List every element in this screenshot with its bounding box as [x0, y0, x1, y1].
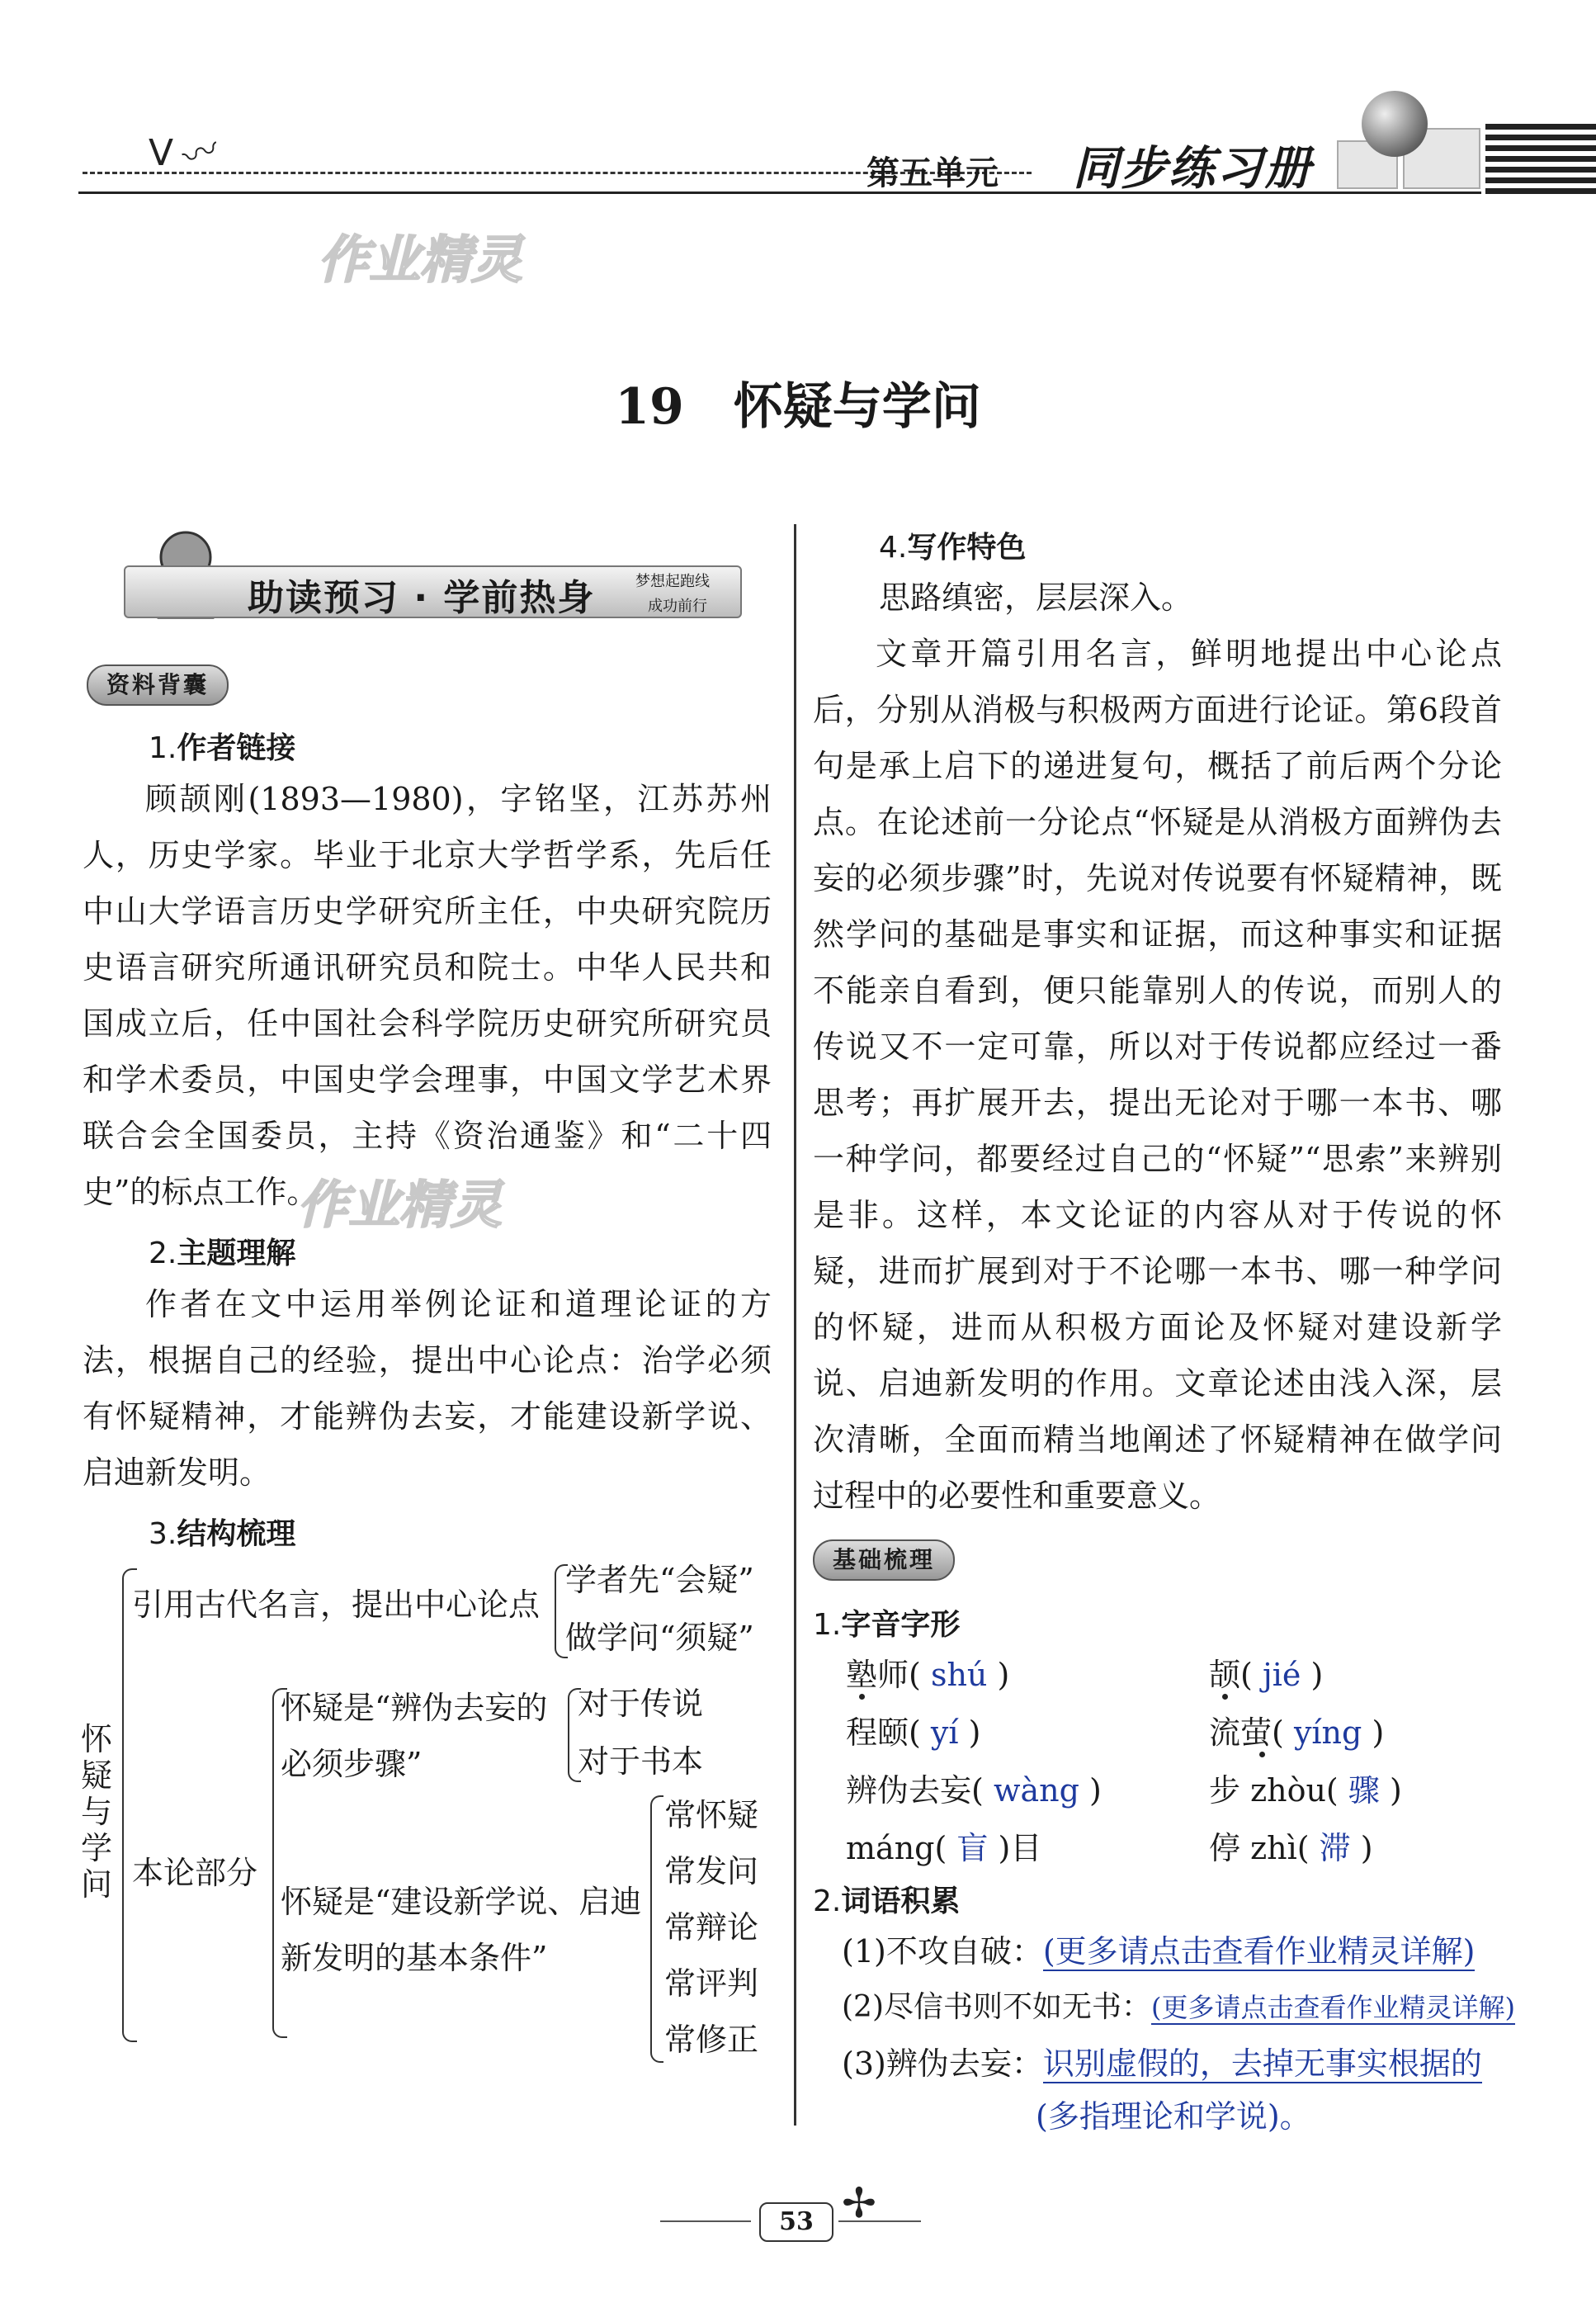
item-text: )目 [998, 1830, 1042, 1866]
dotted-char: 颉 [1209, 1657, 1241, 1693]
item-text: máng( [846, 1830, 947, 1866]
tree-point-2-item: 常发问 [664, 1853, 759, 1889]
pinyin-item [846, 1647, 1009, 1703]
windmill-icon: ✢ [842, 2179, 876, 2227]
dotted-char: 塾 [846, 1657, 878, 1693]
writing-paragraph: 文章开篇引用名言，鲜明地提出中心论点后，分别从消极与积极两方面进行论证。第6段首句是承上启下的递进复句，概括了前后两个分论点。在论述前一分论点“怀疑是从消极方面辨伪去妄的必须步骤”时，先说对传说要有怀疑精神，既然学问的基础是事实和证据，而这种事实和证据不能亲自看到，便只能靠别人的传说，而别人的传说又不一定可靠，所以对于传说都应经过一番思考；再扩展开去，提出无论对于哪一本书、哪一种学问，都要经过自己的“怀疑”“思索”来辨别是非。这样，本文论证的内容从对于传说的怀疑，进而扩展到对于不论哪一本书、哪一种学问的怀疑，进而从积极方面论及怀疑对建设新学说、启迪新发明的作用。文章论述由浅入深，层次清晰，全面而精当地阐述了怀疑精神在做学问过程中的必要性和重要意义。 [813, 636, 1502, 1514]
book-title: 同步练习册 [1073, 142, 1312, 196]
tree-bracket [122, 1568, 137, 2042]
pinyin-item [846, 1820, 1041, 1876]
item-text: 流 [1209, 1714, 1241, 1751]
page-title: 19 怀疑与学问 [615, 378, 981, 436]
watermark: 作业精灵 [297, 1175, 503, 1235]
footer-line [660, 2220, 751, 2222]
section-tag: 基础梳理 [813, 1539, 955, 1581]
page-number: 53 [759, 2202, 833, 2242]
vocab-answer-link[interactable]: (更多请点击查看作业精灵详解) [1042, 1933, 1476, 1970]
bird-icon: 〰 [177, 127, 225, 180]
subsection-heading [149, 1230, 295, 1272]
item-text: ) [997, 1657, 1010, 1693]
item-text: ) [1389, 1772, 1402, 1809]
question-title: 词语积累 [841, 1884, 961, 1918]
tree-intro-b: 做学问“须疑” [565, 1620, 754, 1656]
vocab-answer-cont: (多指理论和学说)。 [1036, 2098, 1311, 2135]
item-text: 萤( [1240, 1714, 1284, 1751]
banner-slogan: 成功前行 [648, 598, 707, 615]
question-title: 字音字形 [841, 1608, 961, 1642]
item-text: ) [1360, 1830, 1373, 1866]
answer: 盲 [956, 1830, 989, 1866]
tree-bracket [650, 1795, 663, 2063]
banner-title: 助读预习 · 学前热身 [248, 577, 596, 619]
vocab-answer-link[interactable]: (更多请点击查看作业精灵详解) [1151, 1992, 1515, 2023]
vocab-answer: 识别虚假的，去掉无事实根据的 [1042, 2045, 1482, 2082]
vocab-item [842, 1923, 1475, 1979]
tree-point-1: 怀疑是“辨伪去妄的必须步骤” [281, 1690, 548, 1782]
watermark: 作业精灵 [318, 229, 523, 290]
pinyin-item [1209, 1705, 1384, 1761]
tree-root: 怀疑与学问 [81, 1721, 113, 1903]
subsection-title: 作者链接 [177, 731, 296, 765]
banner-slogan: 梦想起跑线 [635, 573, 710, 590]
dotted-char [1240, 1714, 1284, 1751]
tree-intro-a: 学者先“会疑” [565, 1562, 754, 1598]
subsection-number: 4. [879, 531, 908, 565]
item-text: 程颐( [846, 1714, 921, 1751]
unit-label: 第五单元 [866, 154, 999, 192]
question-heading [813, 1601, 960, 1643]
pinyin-item [846, 1762, 1102, 1818]
item-text: 停 zhì( [1209, 1830, 1310, 1866]
pinyin-item [1209, 1762, 1402, 1818]
subsection-heading [149, 725, 295, 767]
tree-point-1a: 对于传说 [578, 1686, 704, 1722]
vocab-item [842, 2036, 1482, 2092]
subsection-heading [879, 524, 1026, 566]
header-stripes [1485, 124, 1596, 198]
vocab-item [842, 1979, 1515, 2036]
subsection-title: 主题理解 [177, 1237, 296, 1270]
answer: yíng [1293, 1714, 1362, 1751]
subsection-number: 2. [149, 1237, 177, 1270]
question-heading [813, 1878, 960, 1920]
globe-icon [1362, 91, 1428, 157]
pinyin-item [846, 1705, 980, 1761]
answer: jié [1262, 1657, 1301, 1693]
answer: wàng [993, 1772, 1079, 1809]
answer: 滞 [1319, 1830, 1351, 1866]
bird-icon: ᐯ [149, 132, 174, 174]
pinyin-item [1209, 1820, 1373, 1876]
subsection-title: 写作特色 [907, 531, 1027, 565]
item-text: ) [1310, 1657, 1324, 1693]
subsection-number: 1. [149, 731, 177, 765]
vocab-term: (2)尽信书则不如无书： [842, 1990, 1151, 2024]
item-text: ) [1372, 1714, 1385, 1751]
tree-point-2: 怀疑是“建设新学说、启迪新发明的基本条件” [281, 1884, 642, 1976]
tree-body: 本论部分 [132, 1855, 258, 1891]
vocab-term: (1)不攻自破： [842, 1933, 1043, 1970]
item-text: ) [968, 1714, 981, 1751]
section-tag: 资料背囊 [87, 664, 229, 706]
answer: shú [930, 1657, 988, 1693]
subsection-heading [149, 1511, 295, 1553]
subsection-title: 结构梳理 [177, 1517, 296, 1551]
tree-point-2-item: 常怀疑 [664, 1797, 759, 1833]
item-text: 师( [877, 1657, 921, 1693]
tree-intro: 引用古代名言，提出中心论点 [132, 1587, 541, 1623]
item-text: ) [1089, 1772, 1102, 1809]
item-text: 辨伪去 [846, 1772, 941, 1809]
tree-point-2-item: 常修正 [664, 2022, 759, 2058]
column-divider [794, 524, 796, 2126]
tree-point-1b: 对于书本 [578, 1743, 704, 1780]
tree-point-2-item: 常辩论 [664, 1909, 759, 1946]
item-text: 步 zhòu( [1209, 1772, 1339, 1809]
vocab-term: (3)辨伪去妄： [842, 2045, 1043, 2082]
author-paragraph: 顾颉刚(1893—1980)，字铭坚，江苏苏州人，历史学家。毕业于北京大学哲学系，先后任中山大学语言历史学研究所主任，中央研究院历史语言研究所通讯研究员和院士。中华人民共和国成立后，任中国社会科学院历史研究所研究员和学术委员，中国史学会理事，中国文学艺术界联合会全国委员，主持《资治通鉴》和“二十四史”的标点工作。 [83, 781, 772, 1210]
subsection-number: 3. [149, 1517, 177, 1551]
pinyin-item [1209, 1647, 1323, 1703]
item-text: 妄( [940, 1772, 984, 1809]
question-number: 1. [813, 1608, 842, 1642]
answer: yí [930, 1714, 959, 1751]
question-number: 2. [813, 1884, 842, 1918]
item-text: ( [1240, 1657, 1253, 1693]
tree-point-2-item: 常评判 [664, 1965, 759, 2002]
answer: 骤 [1348, 1772, 1380, 1809]
theme-paragraph: 作者在文中运用举例论证和道理论证的方法，根据自己的经验，提出中心论点：治学必须有怀疑精神，才能辨伪去妄，才能建设新学说、启迪新发明。 [83, 1286, 772, 1491]
writing-lead: 思路缜密，层层深入。 [879, 579, 1193, 616]
